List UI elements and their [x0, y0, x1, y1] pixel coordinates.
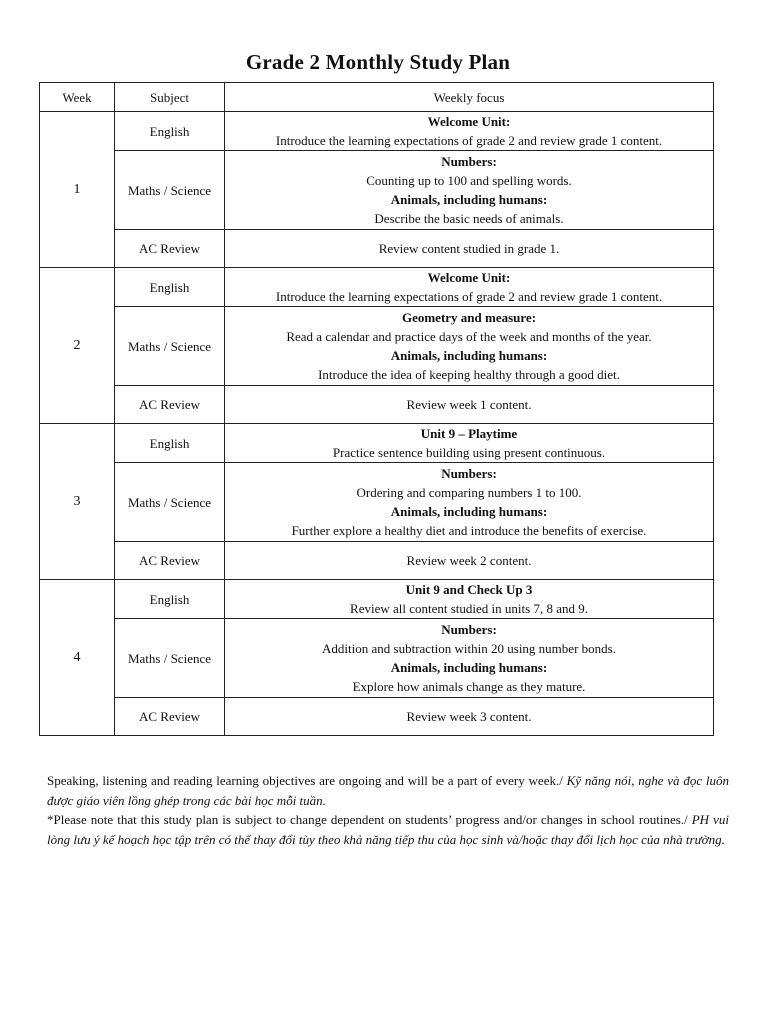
focus-cell-ac-review: Review week 3 content.: [225, 698, 714, 736]
science-heading: Animals, including humans:: [390, 504, 548, 519]
subject-cell-ac-review: AC Review: [115, 230, 225, 268]
science-text: Further explore a healthy diet and introduce the benefits of exercise.: [291, 523, 647, 538]
subject-cell-english: English: [115, 112, 225, 151]
table-row-week-3-ac-review: [40, 542, 714, 580]
table-row-week-1-english: [40, 112, 714, 151]
objectives-note: [47, 771, 729, 810]
focus-cell-english: [225, 424, 714, 463]
subject-cell-english: English: [115, 424, 225, 463]
maths-text: Addition and subtraction within 20 using number bonds.: [322, 641, 616, 656]
objectives-note-vietnamese: Kỹ năng nói, nghe và đọc luôn được giáo viên lồng ghép trong các bài học mỗi tuần.: [47, 773, 729, 808]
focus-cell-ac-review: Review week 1 content.: [225, 386, 714, 424]
maths-heading: Numbers:: [441, 622, 497, 637]
table-row-week-3-english: [40, 424, 714, 463]
focus-cell-english: [225, 112, 714, 151]
subject-cell-ac-review: AC Review: [115, 542, 225, 580]
table-row-week-4-maths-science: [40, 619, 714, 698]
week-number-cell: 1: [40, 112, 115, 268]
science-text: Introduce the idea of keeping healthy through a good diet.: [318, 367, 620, 382]
disclaimer-note-vietnamese: PH vui lòng lưu ý kế hoạch học tập trên có thể thay đổi tùy theo khả năng tiếp thu của học sinh và/hoặc thay đổi lịch học của nhà trường.: [47, 812, 729, 847]
focus-cell-english: [225, 580, 714, 619]
subject-cell-maths-science: Maths / Science: [115, 463, 225, 542]
focus-cell-maths-science: [225, 307, 714, 386]
subject-cell-english: English: [115, 580, 225, 619]
table-row-week-1-ac-review: [40, 230, 714, 268]
table-row-week-2-english: [40, 268, 714, 307]
subject-cell-maths-science: Maths / Science: [115, 151, 225, 230]
maths-text: Counting up to 100 and spelling words.: [366, 173, 572, 188]
science-text: Describe the basic needs of animals.: [374, 211, 564, 226]
header-week: Week: [40, 83, 115, 112]
subject-cell-maths-science: Maths / Science: [115, 619, 225, 698]
week-number-cell: 4: [40, 580, 115, 736]
header-subject: Subject: [115, 83, 225, 112]
focus-cell-maths-science: [225, 463, 714, 542]
focus-text: Introduce the learning expectations of grade 2 and review grade 1 content.: [275, 133, 663, 148]
subject-cell-ac-review: AC Review: [115, 698, 225, 736]
page-title: Grade 2 Monthly Study Plan: [245, 50, 511, 74]
focus-cell-ac-review: Review week 2 content.: [225, 542, 714, 580]
science-heading: Animals, including humans:: [390, 660, 548, 675]
table-row-week-4-english: [40, 580, 714, 619]
focus-heading: Unit 9 and Check Up 3: [405, 582, 533, 597]
table-row-week-2-ac-review: [40, 386, 714, 424]
maths-heading: Geometry and measure:: [401, 310, 537, 325]
objectives-note-english: Speaking, listening and reading learning objectives are ongoing and will be a part of every week./: [47, 773, 567, 788]
table-row-week-2-maths-science: [40, 307, 714, 386]
table-row-week-4-ac-review: [40, 698, 714, 736]
focus-cell-ac-review: Review content studied in grade 1.: [225, 230, 714, 268]
focus-heading: Unit 9 – Playtime: [420, 426, 518, 441]
study-plan-table: [39, 82, 714, 736]
maths-text: Read a calendar and practice days of the week and months of the year.: [286, 329, 652, 344]
subject-cell-english: English: [115, 268, 225, 307]
notes-section: [47, 771, 729, 849]
table-row-week-1-maths-science: [40, 151, 714, 230]
week-number-cell: 3: [40, 424, 115, 580]
science-text: Explore how animals change as they mature.: [352, 679, 586, 694]
focus-heading: Welcome Unit:: [427, 270, 511, 285]
focus-heading: Welcome Unit:: [427, 114, 511, 129]
focus-cell-maths-science: [225, 151, 714, 230]
disclaimer-note: [47, 810, 729, 849]
focus-cell-english: [225, 268, 714, 307]
focus-text: Review all content studied in units 7, 8 and 9.: [350, 601, 588, 616]
subject-cell-ac-review: AC Review: [115, 386, 225, 424]
table-row-week-3-maths-science: [40, 463, 714, 542]
disclaimer-note-english: *Please note that this study plan is subject to change dependent on students’ progress and/or changes in school routines./: [47, 812, 692, 827]
subject-cell-maths-science: Maths / Science: [115, 307, 225, 386]
focus-text: Introduce the learning expectations of grade 2 and review grade 1 content.: [275, 289, 663, 304]
table-header-row: [40, 83, 714, 112]
science-heading: Animals, including humans:: [390, 192, 548, 207]
week-number-cell: 2: [40, 268, 115, 424]
maths-heading: Numbers:: [441, 154, 497, 169]
maths-text: Ordering and comparing numbers 1 to 100.: [356, 485, 582, 500]
focus-cell-maths-science: [225, 619, 714, 698]
header-weekly-focus: Weekly focus: [225, 83, 714, 112]
focus-text: Practice sentence building using present continuous.: [332, 445, 606, 460]
science-heading: Animals, including humans:: [390, 348, 548, 363]
maths-heading: Numbers:: [441, 466, 497, 481]
